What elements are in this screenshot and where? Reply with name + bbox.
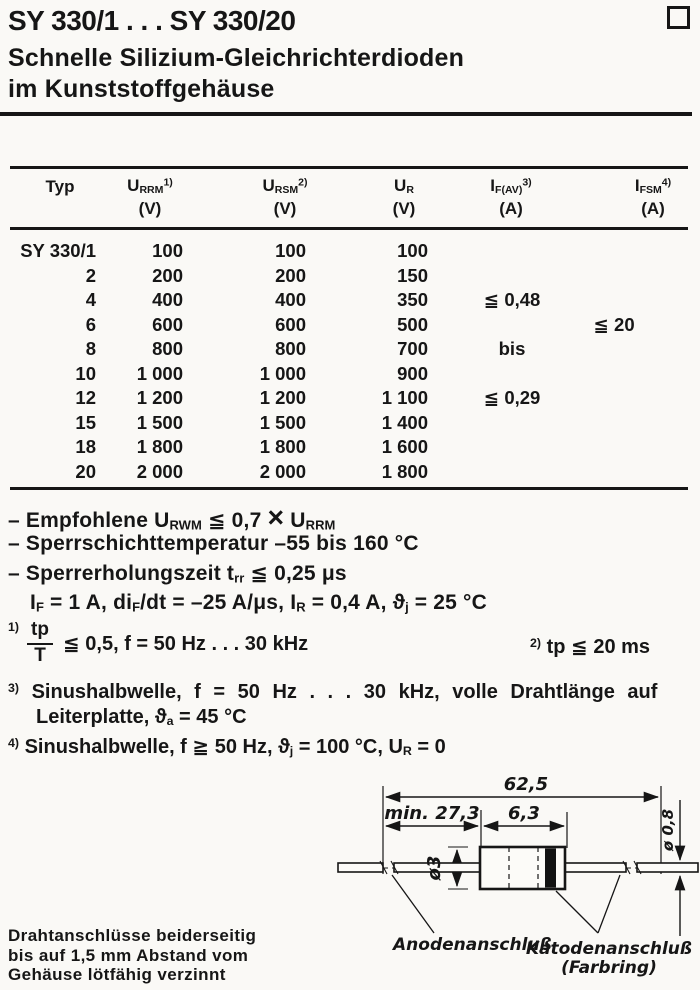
solderability-note-line2: bis auf 1,5 mm Abstand vom [8,945,249,965]
anode-label: Anodenanschluß [393,935,552,955]
table-rule-top [10,166,688,169]
dim-body-diameter: ø3 [424,855,445,881]
footnote-3-line2: Leiterplatte, ϑa = 45 °C [36,706,247,729]
cathode-sublabel: (Farbring) [561,958,657,978]
header-divider [0,112,692,116]
solderability-note [8,926,256,985]
table-row: 10 1 000 1 000 900 [75,363,428,384]
dim-wire-diameter: ø 0,8 [659,808,677,852]
table-row: 20 2 000 2 000 1 800 [75,461,428,482]
dim-body-length: 6,3 [508,803,540,824]
table-row: 6 600 600 500 ≦ 20 [85,314,635,335]
col-header-typ: Typ [45,177,75,196]
footnote-2: $^{2)}$ tp ≦ 20 ms [530,635,651,658]
note-junction-temperature: – Sperrschichttemperatur –55 bis 160 °C [8,532,419,555]
col-header-ursm: URSM$^{2)}$ (V) [262,176,308,218]
cathode-label: Katodenanschluß [525,939,693,959]
note-recommended-urwm: – Empfohlene URWM ≦ 0,7 × URRM [8,502,336,534]
solderability-note-line3: Gehäuse lötfähig verzinnt [8,965,226,984]
footnote-1: 1) $\frac{tp}{T}$ ≦ 0,5, f = 50 Hz . . . 30 kHz [8,618,309,666]
table-rule-mid [10,227,688,230]
table-row: 2 200 200 150 [85,265,428,286]
footnote-4: $^{4)}$ Sinushalbwelle, f ≧ 50 Hz, ϑj = 100 °C, UR = 0 [8,735,446,759]
dim-lead-length: min. 27,3 [384,803,480,824]
table-row: 15 1 500 1 500 1 400 [75,412,428,433]
cathode-band [545,849,556,888]
table-row: SY 330/1 100 100 100 [20,240,428,261]
note-reverse-recovery: – Sperrerholungszeit trr ≦ 0,25 μs [8,562,347,586]
solderability-note-line1: Drahtanschlüsse beiderseitig [8,926,257,945]
page-title: SY 330/1 . . . SY 330/20 [8,5,296,36]
col-header-ifav: IF(AV)$^{3)}$ (A) [490,176,532,218]
subtitle-line2: im Kunststoffgehäuse [8,75,275,103]
col-header-ur: UR (V) [392,176,416,218]
table-row: 18 1 800 1 800 1 600 [75,436,428,457]
note-test-conditions: IF = 1 A, diF/dt = –25 A/μs, IR = 0,4 A, ϑj = 25 °C [30,591,488,615]
col-header-urrm: URRM$^{1)}$ (V) [127,176,173,218]
table-row: 8 800 800 700 bis [85,338,526,359]
corner-square-icon [667,6,690,29]
col-header-ifsm: IFSM$^{4)}$ (A) [634,176,672,218]
dim-overall-length: 62,5 [503,774,549,795]
table-row: 4 400 400 350 ≦ 0,48 [85,289,541,310]
package-drawing [336,762,700,990]
footnote-3-line1: $^{3)}$ Sinushalbwelle, f = 50 Hz . . . 30 kHz, volle Drahtlänge auf [8,681,658,704]
table-row: 12 1 200 1 200 1 100 ≦ 0,29 [75,387,541,408]
subtitle-line1: Schnelle Silizium-Gleichrichterdioden [8,44,465,72]
page-subtitle [8,43,464,105]
table-rule-bottom [10,487,688,490]
